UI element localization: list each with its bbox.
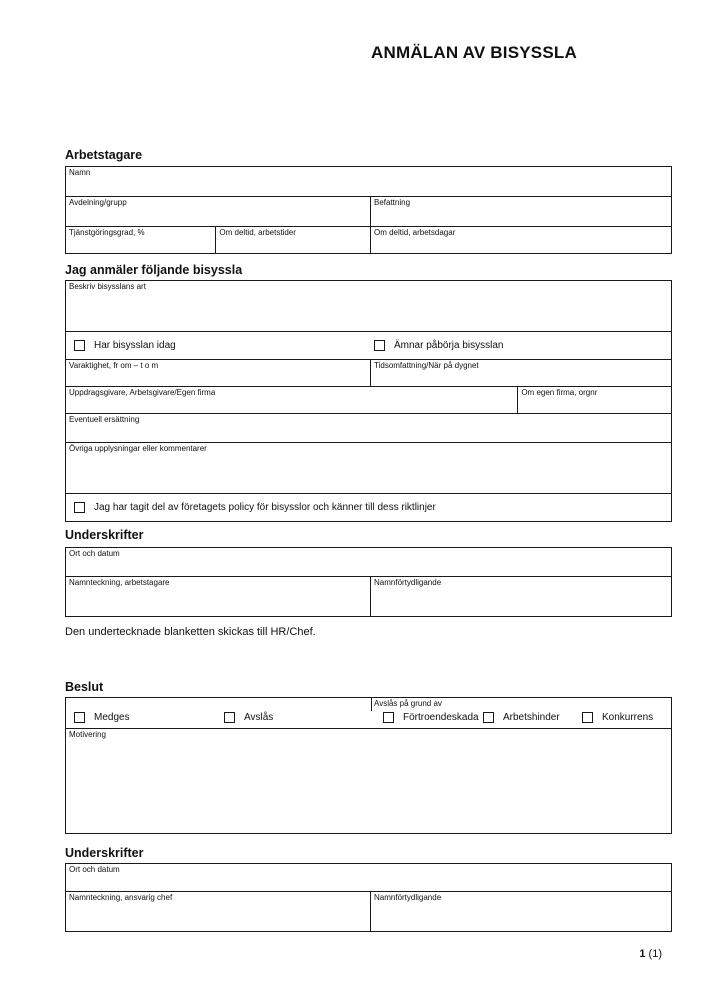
field-label-namnfortydligande: Namnförtydligande <box>374 578 442 587</box>
checkbox-icon[interactable] <box>74 502 85 513</box>
row-namn <box>66 167 671 196</box>
field-label-namnfortydligande: Namnförtydligande <box>374 893 442 902</box>
field-uppdragsgivare[interactable] <box>66 387 517 413</box>
row-policy <box>66 493 671 521</box>
checkbox-icon[interactable] <box>224 712 235 723</box>
field-tjanstgoringsgrad[interactable] <box>66 227 215 253</box>
row-ovriga <box>66 442 671 493</box>
field-varaktighet[interactable] <box>66 360 370 386</box>
field-egen-firma-orgnr[interactable] <box>517 387 671 413</box>
page-title: ANMÄLAN AV BISYSSLA <box>371 43 577 62</box>
checkbox-icon[interactable] <box>582 712 593 723</box>
table-beslut <box>65 697 672 834</box>
field-deltid-arbetstider[interactable] <box>215 227 370 253</box>
field-namnfortydligande[interactable] <box>370 577 671 616</box>
checkbox-label-avslas: Avslås <box>244 712 274 723</box>
field-label-befattning: Befattning <box>374 198 411 207</box>
checkbox-amnar-paborja[interactable] <box>374 340 504 351</box>
checkbox-medges[interactable] <box>74 712 130 723</box>
field-label-namnteckning-chef: Namnteckning, ansvarig chef <box>69 893 173 902</box>
checkbox-label-policy: Jag har tagit del av företagets policy för bisysslor och känner till dess riktlinjer <box>94 502 436 513</box>
row-tjanstgoring <box>66 226 671 253</box>
field-namnteckning-arbetstagare[interactable] <box>66 577 370 616</box>
section-heading-underskrifter-1: Underskrifter <box>65 528 144 542</box>
checkbox-label-har-bisysslan: Har bisysslan idag <box>94 340 176 351</box>
field-label-tjanstgoringsgrad: Tjänstgöringsgrad, % <box>69 228 145 237</box>
row-motivering <box>66 728 671 833</box>
field-namnfortydligande-chef[interactable] <box>370 892 671 931</box>
field-eventuell-ersattning[interactable] <box>66 414 671 442</box>
checkbox-icon[interactable] <box>74 340 85 351</box>
field-deltid-arbetsdagar[interactable] <box>370 227 671 253</box>
field-label-ovriga: Övriga upplysningar eller kommentarer <box>69 444 207 453</box>
checkbox-icon[interactable] <box>383 712 394 723</box>
checkbox-fortroendeskada[interactable] <box>383 712 479 723</box>
field-label-ort: Ort och datum <box>69 549 120 558</box>
field-label-avdelning: Avdelning/grupp <box>69 198 127 207</box>
row-bisyssla-status <box>66 331 671 359</box>
field-label-namnteckning: Namnteckning, arbetstagare <box>69 578 170 587</box>
section-heading-arbetstagare: Arbetstagare <box>65 148 143 162</box>
table-arbetstagare <box>65 166 672 254</box>
checkbox-icon[interactable] <box>74 712 85 723</box>
field-label-beskriv: Beskriv bisysslans art <box>69 282 146 291</box>
checkbox-konkurrens[interactable] <box>582 712 653 723</box>
field-namnteckning-ansvarig-chef[interactable] <box>66 892 370 931</box>
checkbox-label-konkurrens: Konkurrens <box>602 712 654 723</box>
table-underskrifter-1 <box>65 547 672 617</box>
checkbox-policy[interactable] <box>74 502 436 513</box>
table-anmalan <box>65 280 672 522</box>
field-motivering[interactable] <box>66 729 671 833</box>
field-tidsomfattning[interactable] <box>370 360 671 386</box>
field-ort-och-datum-chef[interactable] <box>66 864 671 891</box>
field-ort-och-datum[interactable] <box>66 548 671 576</box>
page-number-total: (1) <box>648 948 662 960</box>
field-label-deltid-dagar: Om deltid, arbetsdagar <box>373 228 456 237</box>
page-number-current: 1 <box>639 948 646 960</box>
checkbox-har-bisysslan[interactable] <box>74 340 176 351</box>
checkbox-icon[interactable] <box>483 712 494 723</box>
row-beslut-val <box>66 698 671 728</box>
row-beskriv <box>66 281 671 331</box>
field-label-avslas-grund: Avslås på grund av <box>374 699 442 708</box>
field-label-varaktighet: Varaktighet, fr om – t o m <box>69 361 159 370</box>
field-label-motivering: Motivering <box>69 730 106 739</box>
table-underskrifter-2 <box>65 863 672 932</box>
row-ort-datum <box>66 548 671 576</box>
checkbox-label-medges: Medges <box>94 712 130 723</box>
field-label-uppdragsgivare: Uppdragsgivare, Arbetsgivare/Egen firma <box>69 388 216 397</box>
field-label-tidsomfattning: Tidsomfattning/När på dygnet <box>374 361 479 370</box>
page-number <box>639 948 662 960</box>
instruction-note: Den undertecknade blanketten skickas till HR/Chef. <box>65 626 316 638</box>
row-varaktighet <box>66 359 671 386</box>
row-ort-datum <box>66 864 671 891</box>
field-namn[interactable] <box>66 167 671 196</box>
checkbox-label-arbetshinder: Arbetshinder <box>503 712 560 723</box>
divider <box>371 698 372 711</box>
section-heading-beslut: Beslut <box>65 680 104 694</box>
field-label-deltid-tider: Om deltid, arbetstider <box>219 228 296 237</box>
field-befattning[interactable] <box>370 197 671 226</box>
row-namnteckning <box>66 576 671 616</box>
checkbox-label-amnar: Ämnar påbörja bisysslan <box>394 340 504 351</box>
field-ovriga-upplysningar[interactable] <box>66 443 671 493</box>
field-label-namn: Namn <box>69 168 91 177</box>
field-avdelning-grupp[interactable] <box>66 197 370 226</box>
field-label-ort: Ort och datum <box>69 865 120 874</box>
section-heading-underskrifter-2: Underskrifter <box>65 846 144 860</box>
row-avdelning-befattning <box>66 196 671 226</box>
row-ersattning <box>66 413 671 442</box>
checkbox-label-fortroendeskada: Förtroendeskada <box>403 712 479 723</box>
checkbox-icon[interactable] <box>374 340 385 351</box>
field-beskriv-bisysslans-art[interactable] <box>66 281 671 331</box>
checkbox-arbetshinder[interactable] <box>483 712 560 723</box>
row-namnteckning <box>66 891 671 931</box>
field-label-ersattning: Eventuell ersättning <box>69 415 140 424</box>
checkbox-avslas[interactable] <box>224 712 273 723</box>
field-label-egen-firma: Om egen firma, orgnr <box>521 388 598 397</box>
row-uppdragsgivare <box>66 386 671 413</box>
section-heading-anmalan: Jag anmäler följande bisyssla <box>65 263 243 277</box>
